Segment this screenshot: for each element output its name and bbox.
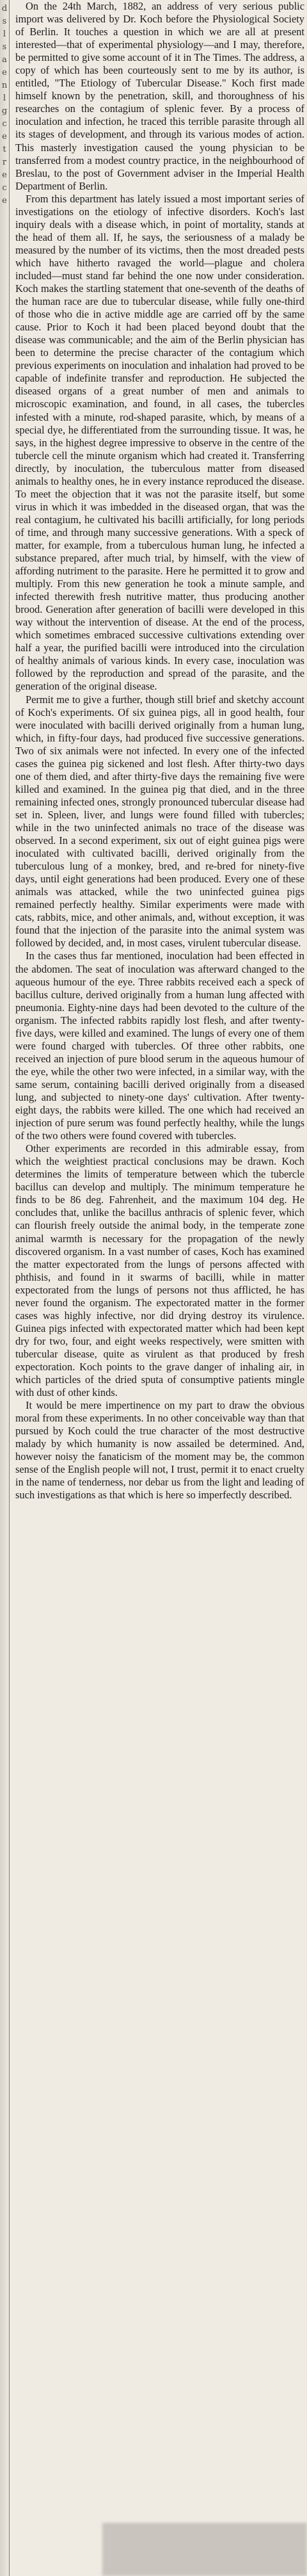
article-paragraph-5: Other experiments are recorded in this admirable essay, from which the weightiest practical conclusions may be drawn. Koch determines the limits of temperature between which the tubercle bacillus can develop and multiply. The minimum temperature he finds to be 86 deg. Fahrenheit, and the maximum 104 deg. He concludes that, unlike the bacillus anthracis of splenic fever, which can flourish freely outside the animal body, in the temperate zone animal warmth is necessary for the propagation of the newly discovered organism. In a vast number of cases, Koch has examined the matter expectorated from the lungs of persons affected with phthisis, and found in it swarms of bacilli, while in matter expectorated from the lungs of persons not thus afflicted, he has never found the organism. The expectorated matter in the former cases was highly infective, nor did drying destroy its virulence. Guinea pigs infected with expectorated matter which had been kept dry for two, four, and eight weeks respectively, were smitten with tubercular disease, quite as virulent as that produced by fresh expectoration. Koch points to the grave danger of inhaling air, in which particles of the dried sputa of consumptive patients mingle with dust of other kinds. (15, 1142, 304, 1399)
margin-letter: c (2, 183, 7, 193)
article-paragraph-2: From this department has lately issued a most important series of investigations on the etiology of infective disorders. Koch's last inquiry deals with a disease which, in point of mortality, stands at the head of them all. If, he says, the seriousness of a malady be measured by the number of its victims, then the most dreaded pests which have hitherto ravaged the world—plague and cholera included—must stand far behind the one now under consideration. Koch makes the startling statement that one-seventh of the deaths of the human race are due to tubercular disease, while fully one-third of those who die in active middle age are carried off by the same cause. Prior to Koch it had been placed beyond doubt that the disease was communicable; and the aim of the Berlin physician has been to determine the precise character of the contagium which previous experiments on inoculation and inhalation had proved to be capable of indefinite transfer and reproduction. He subjected the diseased organs of a great number of men and animals to microscopic examination, and found, in all cases, the tubercles infested with a minute, rod-shaped parasite, which, by means of a special dye, he differentiated from the surrounding tissue. It was, he says, in the highest degree impressive to observe in the centre of the tubercle cell the minute organism which had created it. Transferring directly, by inoculation, the tuberculous matter from diseased animals to healthy ones, he in every instance reproduced the disease. To meet the objection that it was not the parasite itself, but some virus in which it was imbedded in the diseased organ, that was the real contagium, he cultivated his bacilli artificially, for long periods of time, and through many successive generations. With a speck of matter, for example, from a tuberculous human lung, he infected a substance prepared, after much trial, by himself, with the view of affording nutriment to the parasite. Here he permitted it to grow and multiply. From this new generation he took a minute sample, and infected therewith fresh nutritive matter, thus producing another brood. Generation after generation of bacilli were developed in this way without the intervention of disease. At the end of the process, which sometimes embraced successive cultivations extending over half a year, the purified bacilli were introduced into the circulation of healthy animals of various kinds. In every case, inoculation was followed by the reproduction and spread of the parasite, and the generation of the original disease. (15, 192, 304, 693)
margin-letter: a (2, 55, 7, 65)
margin-letter: g (1, 106, 8, 116)
adjacent-column-letters (1, 3, 8, 207)
margin-letter: e (2, 132, 7, 142)
margin-letter: e (2, 68, 7, 77)
article-paragraph-4: In the cases thus far mentioned, inoculation had been effected in the abdomen. The seat of inoculation was afterward changed to the aqueous humour of the eye. Three rabbits received each a speck of bacillus culture, derived originally from a human lung affected with pneumonia. Eighty-nine days had been devoted to the culture of the organism. The infected rabbits rapidly lost flesh, and after twenty-five days, were killed and examined. The lungs of every one of them were found charged with tubercles. Of three other rabbits, one received an injection of pure blood serum in the aqueous humour of the eye, while the other two were infected, in a similar way, with the same serum, containing bacilli derived originally from a diseased lung, and subjected to ninety-one days' cultivation. After twenty-eight days, the rabbits were killed. The one which had received an injection of pure serum was found perfectly healthy, while the lungs of the two others were found covered with tubercles. (15, 950, 304, 1142)
margin-letter: e (2, 170, 7, 180)
margin-letter: s (2, 42, 7, 52)
article-paragraph-1: On the 24th March, 1882, an address of very serious public import was delivered by Dr. Koch before the Physiological Society of Berlin. It touches a question in which we are all at present interested—that of experimental physiology—and I may, therefore, be permitted to give some account of it in The Times. The address, a copy of which has been courteously sent to me by its author, is entitled, "The Etiology of Tubercular Disease." Koch first made himself known by the penetration, skill, and thoroughness of his researches on the contagium of splenic fever. By a process of inoculation and infection, he traced this terrible parasite through all its stages of development, and through its various modes of action. This masterly investigation caused the young physician to be transferred from a modest country practice, in the neighbourhood of Breslau, to the post of Government adviser in the Imperial Health Department of Berlin. (15, 0, 304, 192)
article-paragraph-3: Permit me to give a further, though still brief and sketchy account of Koch's experiments. Of six guinea pigs, all in good health, four were inoculated with bacilli derived originally from a human lung, which, in fifty-four days, had produced five successive generations. Two of six animals were not infected. In every one of the infected cases the guinea pig sickened and lost flesh. After thirty-two days one of them died, and after thirty-five days the remaining five were killed and examined. In the guinea pig that died, and in the three remaining infected ones, strongly pronounced tubercular disease had set in. Spleen, liver, and lungs were found filled with tubercles; while in the two uninfected animals no trace of the disease was observed. In a second experiment, six out of eight guinea pigs were inoculated with cultivated bacilli, derived originally from the tuberculous lung of a monkey, bred, and re-bred for ninety-five days, until eight generations had been produced. Every one of these animals was attacked, while the two uninfected guinea pigs remained perfectly healthy. Similar experiments were made with cats, rabbits, mice, and other animals, and, without exception, it was found that the injection of the parasite into the animal system was followed by decided, and, in most cases, virulent tubercular disease. (15, 693, 304, 950)
column-rule (9, 0, 10, 2576)
margin-letter: d (1, 4, 8, 13)
margin-letter: t (3, 145, 6, 154)
margin-letter: c (2, 119, 7, 129)
margin-letter: n (1, 81, 8, 90)
margin-letter: l (3, 93, 6, 103)
article-paragraph-6: It would be mere impertinence on my part to draw the obvious moral from these experiments. In no other conceivable way than that pursued by Koch could the true character of the most destructive malady by which humanity is now assailed be determined. And, however noisy the fanaticism of the moment may be, the common sense of the English people will not, I trust, permit it to enact cruelty in the name of tenderness, nor debar us from the light and leading of such investigations as that which is here so imperfectly described. (15, 1399, 304, 1502)
margin-letter: s (2, 17, 7, 26)
ink-smudge (102, 2523, 307, 2576)
margin-letter: r (2, 158, 7, 167)
margin-letter: l (3, 29, 6, 39)
margin-letter: e (2, 196, 7, 206)
article-column (15, 0, 304, 2576)
